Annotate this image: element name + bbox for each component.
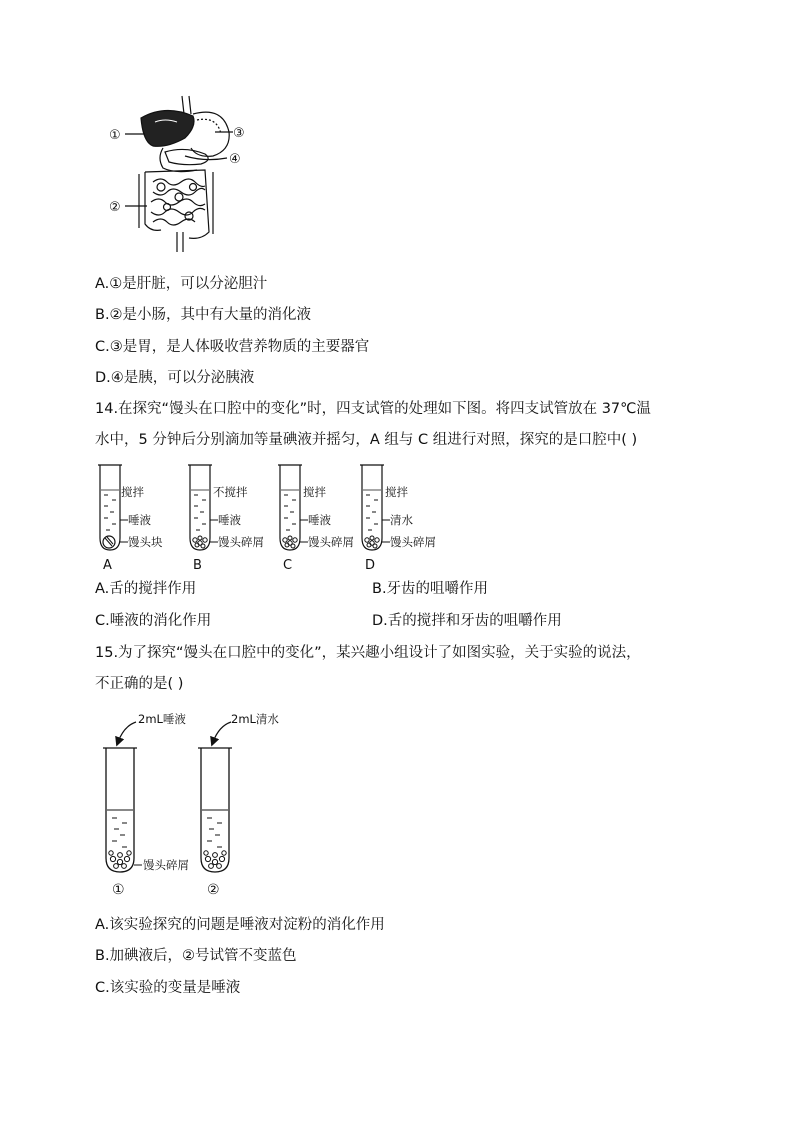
label-2: ② — [109, 200, 121, 215]
q14-option-a: A.舌的搅拌作用 — [95, 581, 197, 597]
tube-c-liquid: 唾液 — [308, 513, 331, 527]
label-3: ③ — [233, 126, 245, 141]
q14-test-tubes-figure — [95, 458, 455, 573]
q15-option-a: A.该实验探究的问题是唾液对淀粉的消化作用 — [95, 917, 385, 933]
label-4: ④ — [229, 152, 241, 167]
tube-b-liquid: 唾液 — [218, 513, 241, 527]
q13-option-c: C.③是胃，是人体吸收营养物质的主要器官 — [95, 339, 370, 355]
tube-d-top: 搅拌 — [385, 485, 408, 499]
tube-c-top: 搅拌 — [303, 485, 326, 499]
tube2-number: ② — [207, 882, 220, 898]
tube-a-id: A — [103, 558, 112, 573]
tube-b-top: 不搅拌 — [213, 485, 248, 499]
q14-option-b: B.牙齿的咀嚼作用 — [372, 581, 489, 597]
solid-label: 馒头碎屑 — [143, 858, 189, 872]
label-1: ① — [109, 128, 121, 143]
tube-d-id: D — [365, 558, 376, 573]
q14-option-c: C.唾液的消化作用 — [95, 613, 212, 629]
tube-d-solid: 馒头碎屑 — [390, 535, 436, 549]
digestive-system-diagram — [105, 92, 255, 257]
tube-c-solid: 馒头碎屑 — [308, 535, 354, 549]
tube-d-liquid: 清水 — [390, 513, 413, 527]
q13-option-b: B.②是小肠，其中有大量的消化液 — [95, 307, 312, 323]
tube2-add-label: 2mL清水 — [231, 712, 279, 726]
q14-option-d: D.舌的搅拌和牙齿的咀嚼作用 — [372, 613, 562, 629]
q15-option-c: C.该实验的变量是唾液 — [95, 980, 241, 996]
q15-stem-line2: 不正确的是( ) — [95, 676, 184, 692]
q15-experiment-figure — [100, 708, 300, 908]
tube-a-top: 搅拌 — [121, 485, 144, 499]
tube-b-solid: 馒头碎屑 — [218, 535, 264, 549]
tube1-add-label: 2mL唾液 — [138, 712, 186, 726]
q14-stem-line2: 水中，5 分钟后分别滴加等量碘液并摇匀，A 组与 C 组进行对照，探究的是口腔中( ) — [95, 432, 638, 448]
q15-option-b: B.加碘液后，②号试管不变蓝色 — [95, 948, 297, 964]
q13-option-a: A.①是肝脏，可以分泌胆汁 — [95, 276, 268, 292]
tube-c-id: C — [283, 558, 293, 573]
q13-option-d: D.④是胰，可以分泌胰液 — [95, 370, 255, 386]
q15-stem-line1: 15.为了探究“馒头在口腔中的变化”，某兴趣小组设计了如图实验，关于实验的说法， — [95, 645, 641, 661]
tube-a-solid: 馒头块 — [128, 535, 163, 549]
tube1-number: ① — [112, 882, 125, 898]
q14-stem-line1: 14.在探究“馒头在口腔中的变化”时，四支试管的处理如下图。将四支试管放在 37℃温 — [95, 401, 651, 417]
tube-a-liquid: 唾液 — [128, 513, 151, 527]
tube-b-id: B — [193, 558, 202, 573]
